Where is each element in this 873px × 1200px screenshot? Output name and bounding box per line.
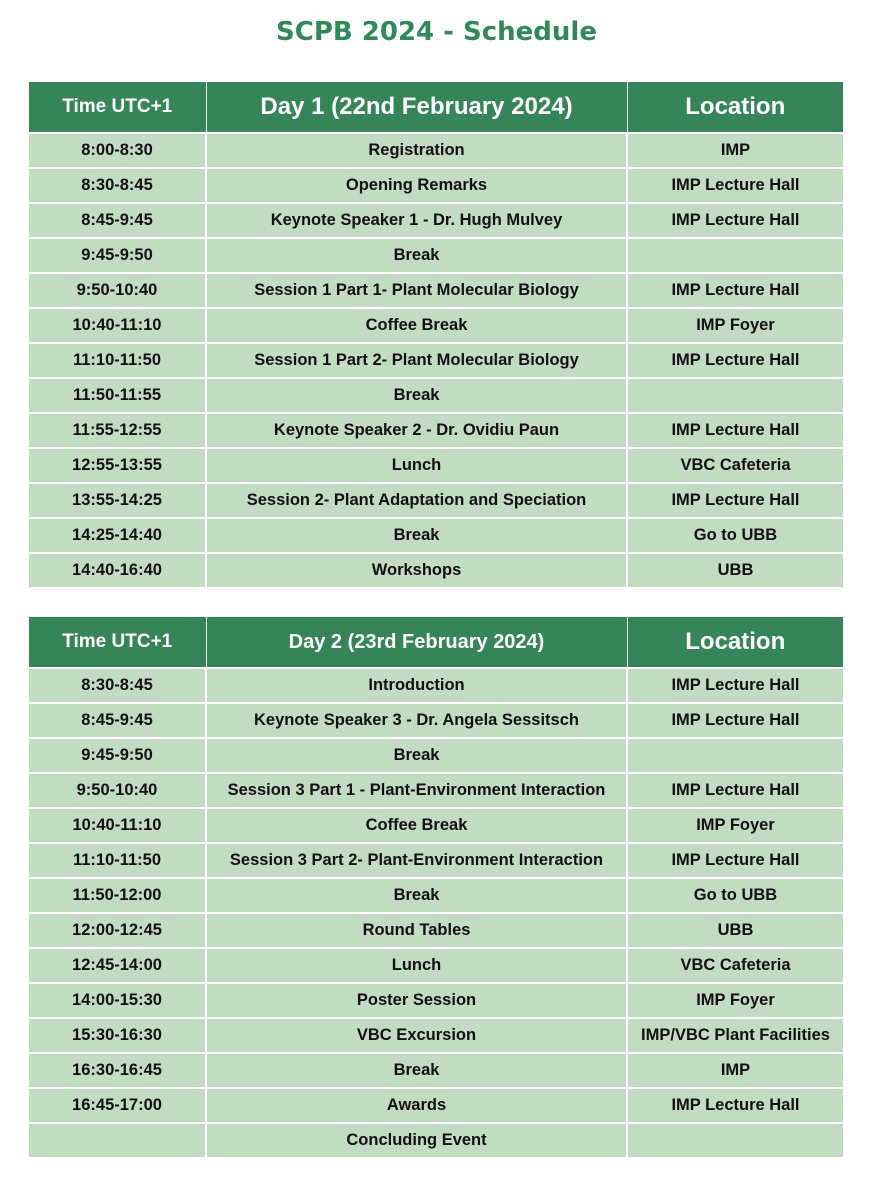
- time-cell: 8:30-8:45: [29, 168, 206, 203]
- time-cell: 9:45-9:50: [29, 738, 206, 773]
- location-cell: VBC Cafeteria: [627, 448, 843, 483]
- time-cell: 10:40-11:10: [29, 808, 206, 843]
- table-row: [29, 1018, 843, 1053]
- time-cell: 14:00-15:30: [29, 983, 206, 1018]
- table-row: [29, 1053, 843, 1088]
- table-row: [29, 133, 843, 168]
- location-cell: UBB: [627, 913, 843, 948]
- time-cell: 11:50-12:00: [29, 878, 206, 913]
- table-row: [29, 448, 843, 483]
- location-cell: IMP Lecture Hall: [627, 668, 843, 703]
- time-cell: 12:45-14:00: [29, 948, 206, 983]
- location-cell: IMP Lecture Hall: [627, 843, 843, 878]
- event-cell: Awards: [206, 1088, 627, 1123]
- day2-header-time: Time UTC+1: [29, 617, 206, 668]
- time-cell: 8:45-9:45: [29, 703, 206, 738]
- table-row: [29, 483, 843, 518]
- location-cell: IMP: [627, 1053, 843, 1088]
- day2-header-day: Day 2 (23rd February 2024): [206, 617, 627, 668]
- table-row: [29, 1088, 843, 1123]
- event-cell: Coffee Break: [206, 808, 627, 843]
- event-cell: Lunch: [206, 948, 627, 983]
- event-cell: Introduction: [206, 668, 627, 703]
- day2-schedule-table: [29, 617, 843, 1157]
- event-cell: Break: [206, 1053, 627, 1088]
- day1-schedule-table: [29, 82, 843, 587]
- event-cell: Round Tables: [206, 913, 627, 948]
- event-cell: Session 2- Plant Adaptation and Speciation: [206, 483, 627, 518]
- table-row: [29, 773, 843, 808]
- event-cell: Break: [206, 378, 627, 413]
- day2-table-body: [29, 668, 843, 1157]
- time-cell: 9:45-9:50: [29, 238, 206, 273]
- location-cell: IMP Lecture Hall: [627, 483, 843, 518]
- location-cell: IMP Lecture Hall: [627, 273, 843, 308]
- table-row: [29, 238, 843, 273]
- location-cell: Go to UBB: [627, 878, 843, 913]
- time-cell: 11:10-11:50: [29, 343, 206, 378]
- table-row: [29, 553, 843, 587]
- day1-table-body: [29, 133, 843, 587]
- day1-header-day: Day 1 (22nd February 2024): [206, 82, 627, 133]
- page-title: SCPB 2024 - Schedule: [276, 17, 597, 47]
- time-cell: 13:55-14:25: [29, 483, 206, 518]
- table-row: [29, 518, 843, 553]
- location-cell: IMP Lecture Hall: [627, 413, 843, 448]
- table-row: [29, 808, 843, 843]
- table-row: [29, 343, 843, 378]
- table-row: [29, 843, 843, 878]
- event-cell: Session 1 Part 1- Plant Molecular Biology: [206, 273, 627, 308]
- time-cell: 11:55-12:55: [29, 413, 206, 448]
- event-cell: Opening Remarks: [206, 168, 627, 203]
- location-cell: IMP Lecture Hall: [627, 203, 843, 238]
- time-cell: 8:30-8:45: [29, 668, 206, 703]
- event-cell: Break: [206, 238, 627, 273]
- location-cell: [627, 238, 843, 273]
- event-cell: Keynote Speaker 1 - Dr. Hugh Mulvey: [206, 203, 627, 238]
- location-cell: IMP/VBC Plant Facilities: [627, 1018, 843, 1053]
- time-cell: 15:30-16:30: [29, 1018, 206, 1053]
- event-cell: Concluding Event: [206, 1123, 627, 1157]
- day1-header-location: Location: [627, 82, 843, 133]
- day2-header-row: [29, 617, 843, 668]
- time-cell: 14:25-14:40: [29, 518, 206, 553]
- location-cell: IMP Lecture Hall: [627, 773, 843, 808]
- table-row: [29, 273, 843, 308]
- event-cell: Session 3 Part 2- Plant-Environment Interaction: [206, 843, 627, 878]
- location-cell: IMP Lecture Hall: [627, 168, 843, 203]
- event-cell: Poster Session: [206, 983, 627, 1018]
- day2-header-location: Location: [627, 617, 843, 668]
- event-cell: Keynote Speaker 3 - Dr. Angela Sessitsch: [206, 703, 627, 738]
- time-cell: 12:00-12:45: [29, 913, 206, 948]
- time-cell: 8:45-9:45: [29, 203, 206, 238]
- table-row: [29, 983, 843, 1018]
- location-cell: VBC Cafeteria: [627, 948, 843, 983]
- location-cell: [627, 738, 843, 773]
- event-cell: Session 1 Part 2- Plant Molecular Biology: [206, 343, 627, 378]
- table-row: [29, 913, 843, 948]
- location-cell: IMP Lecture Hall: [627, 703, 843, 738]
- event-cell: Break: [206, 738, 627, 773]
- location-cell: IMP Foyer: [627, 808, 843, 843]
- day1-header-time: Time UTC+1: [29, 82, 206, 133]
- location-cell: [627, 378, 843, 413]
- location-cell: IMP Lecture Hall: [627, 343, 843, 378]
- event-cell: Workshops: [206, 553, 627, 587]
- table-row: [29, 203, 843, 238]
- location-cell: IMP Foyer: [627, 308, 843, 343]
- time-cell: 12:55-13:55: [29, 448, 206, 483]
- table-row: [29, 878, 843, 913]
- event-cell: Session 3 Part 1 - Plant-Environment Interaction: [206, 773, 627, 808]
- table-row: [29, 948, 843, 983]
- time-cell: 9:50-10:40: [29, 273, 206, 308]
- event-cell: Break: [206, 518, 627, 553]
- location-cell: UBB: [627, 553, 843, 587]
- location-cell: IMP: [627, 133, 843, 168]
- time-cell: [29, 1123, 206, 1157]
- table-row: [29, 413, 843, 448]
- time-cell: 11:10-11:50: [29, 843, 206, 878]
- time-cell: 10:40-11:10: [29, 308, 206, 343]
- time-cell: 8:00-8:30: [29, 133, 206, 168]
- event-cell: Coffee Break: [206, 308, 627, 343]
- event-cell: VBC Excursion: [206, 1018, 627, 1053]
- table-row: [29, 378, 843, 413]
- event-cell: Registration: [206, 133, 627, 168]
- table-row: [29, 1123, 843, 1157]
- time-cell: 9:50-10:40: [29, 773, 206, 808]
- location-cell: IMP Lecture Hall: [627, 1088, 843, 1123]
- table-row: [29, 668, 843, 703]
- time-cell: 14:40-16:40: [29, 553, 206, 587]
- event-cell: Lunch: [206, 448, 627, 483]
- location-cell: Go to UBB: [627, 518, 843, 553]
- time-cell: 16:45-17:00: [29, 1088, 206, 1123]
- event-cell: Break: [206, 878, 627, 913]
- time-cell: 11:50-11:55: [29, 378, 206, 413]
- table-row: [29, 738, 843, 773]
- table-row: [29, 308, 843, 343]
- event-cell: Keynote Speaker 2 - Dr. Ovidiu Paun: [206, 413, 627, 448]
- time-cell: 16:30-16:45: [29, 1053, 206, 1088]
- table-row: [29, 703, 843, 738]
- table-row: [29, 168, 843, 203]
- day1-header-row: [29, 82, 843, 133]
- location-cell: [627, 1123, 843, 1157]
- location-cell: IMP Foyer: [627, 983, 843, 1018]
